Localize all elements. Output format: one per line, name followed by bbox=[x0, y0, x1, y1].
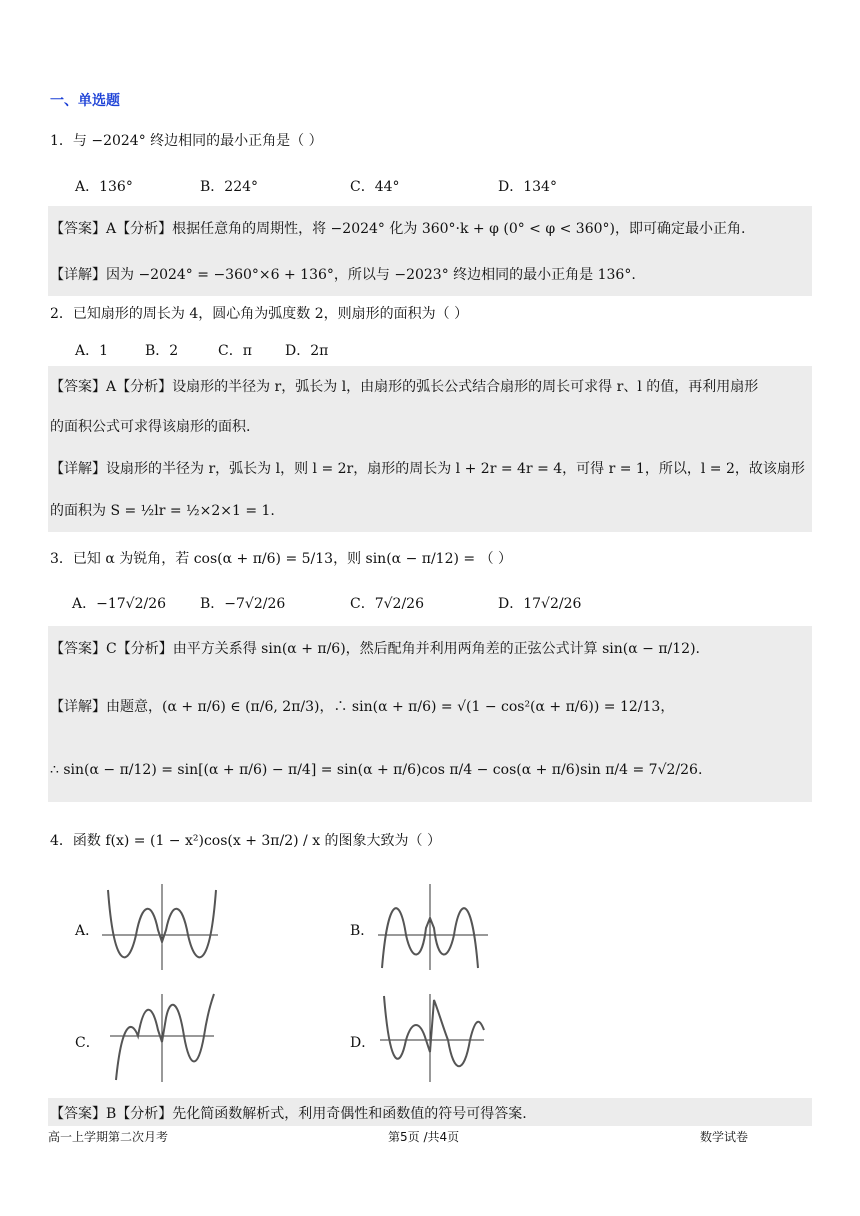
q2-option-c: C．π bbox=[218, 343, 252, 359]
q1-option-d: D．134° bbox=[498, 179, 557, 195]
q2-option-a: A．1 bbox=[75, 343, 109, 359]
footer-left: 高一上学期第二次月考 bbox=[48, 1130, 169, 1144]
q3-option-b: B．−7√2/26 bbox=[200, 596, 286, 612]
question-4-stem: 4．函数 f(x) = (1 − x²)cos(x + 3π/2) / x 的图象大致为（ ） bbox=[50, 833, 442, 849]
q4-label-c: C． bbox=[75, 1035, 100, 1051]
graph-b bbox=[376, 880, 491, 975]
q3-option-d: D．17√2/26 bbox=[498, 596, 582, 612]
graph-c bbox=[108, 990, 218, 1085]
q3-answer: 【答案】C【分析】由平方关系得 sin(α + π/6)，然后配角并利用两角差的正弦公式计算 sin(α − π/12). bbox=[50, 641, 700, 657]
q4-answer: 【答案】B【分析】先化简函数解析式，利用奇偶性和函数值的符号可得答案. bbox=[50, 1106, 527, 1122]
question-3-stem: 3．已知 α 为锐角，若 cos(α + π/6) = 5/13，则 sin(α − π/12) = （ ） bbox=[50, 551, 513, 567]
q2-detail-line-2: 的面积为 S = ½lr = ½×2×1 = 1. bbox=[50, 503, 275, 519]
q1-option-a: A．136° bbox=[75, 179, 133, 195]
graph-d bbox=[378, 990, 488, 1085]
question-2-stem: 2．已知扇形的周长为 4，圆心角为弧度数 2，则扇形的面积为（ ） bbox=[50, 306, 469, 322]
q2-answer-line-1: 【答案】A【分析】设扇形的半径为 r，弧长为 l，由扇形的弧长公式结合扇形的周长可求得 r、l 的值，再利用扇形 bbox=[50, 379, 759, 395]
q3-option-c: C．7√2/26 bbox=[350, 596, 424, 612]
footer-right: 数学试卷 bbox=[700, 1130, 749, 1144]
q4-label-b: B． bbox=[350, 923, 375, 939]
q3-answer-box bbox=[48, 626, 812, 802]
question-1-stem: 1．与 −2024° 终边相同的最小正角是（ ） bbox=[50, 133, 323, 149]
q2-answer-line-2: 的面积公式可求得该扇形的面积. bbox=[50, 419, 251, 435]
section-title: 一、单选题 bbox=[50, 93, 120, 109]
q1-answer: 【答案】A【分析】根据任意角的周期性，将 −2024° 化为 360°·k + φ (0° < φ < 360°)，即可确定最小正角. bbox=[50, 221, 746, 237]
q1-option-b: B．224° bbox=[200, 179, 259, 195]
q4-label-a: A． bbox=[75, 923, 100, 939]
q1-option-c: C．44° bbox=[350, 179, 400, 195]
q2-answer-box bbox=[48, 366, 812, 532]
graph-a bbox=[100, 880, 225, 975]
q3-option-a: A．−17√2/26 bbox=[72, 596, 167, 612]
q3-detail-line-1: 【详解】由题意，(α + π/6) ∈ (π/6, 2π/3)，∴ sin(α + π/6) = √(1 − cos²(α + π/6)) = 12/13， bbox=[50, 699, 675, 715]
q4-label-d: D． bbox=[350, 1035, 376, 1051]
q2-detail-line-1: 【详解】设扇形的半径为 r，弧长为 l，则 l = 2r，扇形的周长为 l + 2r = 4r = 4，可得 r = 1，所以，l = 2，故该扇形 bbox=[50, 461, 805, 477]
q1-answer-box bbox=[48, 206, 812, 296]
q3-detail-line-2: ∴ sin(α − π/12) = sin[(α + π/6) − π/4] = sin(α + π/6)cos π/4 − cos(α + π/6)sin π/4 = 7√2/26. bbox=[50, 762, 703, 778]
footer-page-number: 第5页 /共4页 bbox=[388, 1130, 460, 1144]
q2-option-d: D．2π bbox=[285, 343, 329, 359]
q4-answer-box bbox=[48, 1098, 812, 1126]
q2-option-b: B．2 bbox=[145, 343, 179, 359]
q1-detail: 【详解】因为 −2024° = −360°×6 + 136°，所以与 −2023° 终边相同的最小正角是 136°. bbox=[50, 267, 636, 283]
